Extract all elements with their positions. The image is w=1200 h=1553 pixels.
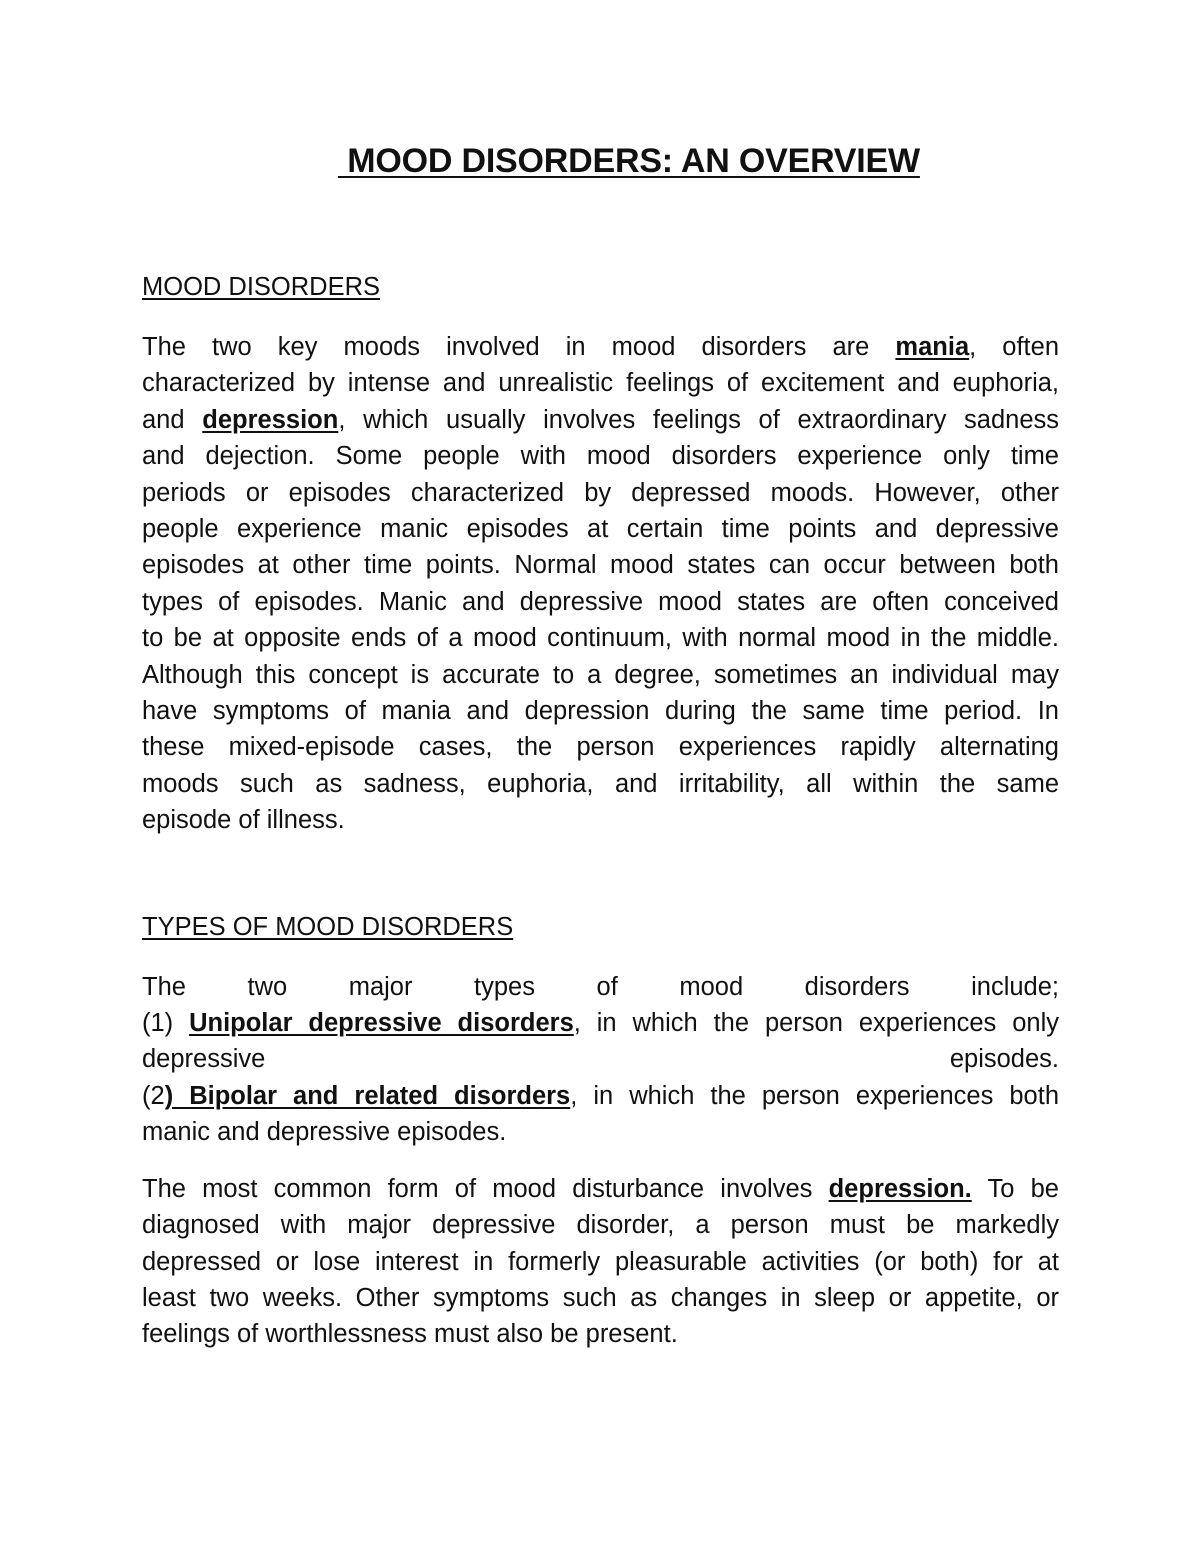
paragraph-line: people experience manic episodes at certain time points and depressive [142, 515, 1059, 543]
section-heading-mood-disorders: MOOD DISORDERS [142, 273, 381, 301]
paragraph-line: types of episodes. Manic and depressive mood states are often conceived [142, 588, 1059, 616]
paragraph-line: diagnosed with major depressive disorder, a person must be markedly [142, 1211, 1059, 1239]
paragraph-line: moods such as sadness, euphoria, and irritability, all within the same [142, 770, 1059, 798]
paragraph-line: least two weeks. Other symptoms such as changes in sleep or appetite, or [142, 1284, 1059, 1312]
keyword-depression: depression [202, 406, 339, 434]
paragraph-line: characterized by intense and unrealistic feelings of excitement and euphoria, [142, 369, 1059, 397]
paragraph-line: (2) Bipolar and related disorders, in which the person experiences both [142, 1082, 1059, 1110]
paragraph-line: and depression, which usually involves feelings of extraordinary sadness [142, 406, 1060, 434]
paragraph-line: episodes at other time points. Normal mood states can occur between both [142, 551, 1059, 579]
keyword-unipolar: Unipolar depressive disorders [189, 1009, 574, 1037]
paragraph-line: The two major types of mood disorders include; [142, 973, 1059, 1001]
paragraph-line: have symptoms of mania and depression during the same time period. In [142, 697, 1059, 725]
paragraph-line: feelings of worthlessness must also be present. [142, 1320, 678, 1348]
paragraph-line: to be at opposite ends of a mood continuum, with normal mood in the middle. [142, 624, 1059, 652]
keyword-depression: depression. [828, 1175, 972, 1203]
paragraph-line: these mixed-episode cases, the person experiences rapidly alternating [142, 733, 1059, 761]
paragraph-line: depressed or lose interest in formerly pleasurable activities (or both) for at [142, 1248, 1059, 1276]
paragraph-line: episode of illness. [142, 806, 345, 834]
paragraph-line: Although this concept is accurate to a degree, sometimes an individual may [142, 661, 1059, 689]
paragraph-line: The two key moods involved in mood disorders are mania, often [142, 333, 1059, 361]
paragraph-line: and dejection. Some people with mood disorders experience only time [142, 442, 1059, 470]
paragraph-line: (1) Unipolar depressive disorders, in which the person experiences only [142, 1009, 1059, 1037]
keyword-bipolar: ) Bipolar and related disorders [164, 1082, 571, 1110]
paragraph-line: manic and depressive episodes. [142, 1118, 507, 1146]
document-title: MOOD DISORDERS: AN OVERVIEW [338, 142, 920, 180]
section-heading-types-of-mood-disorders: TYPES OF MOOD DISORDERS [142, 913, 514, 941]
paragraph-line: The most common form of mood disturbance involves depression. To be [142, 1175, 1059, 1203]
keyword-mania: mania [895, 333, 970, 361]
paragraph-line: periods or episodes characterized by depressed moods. However, other [142, 479, 1059, 507]
paragraph-line: depressive episodes. [142, 1045, 1059, 1073]
